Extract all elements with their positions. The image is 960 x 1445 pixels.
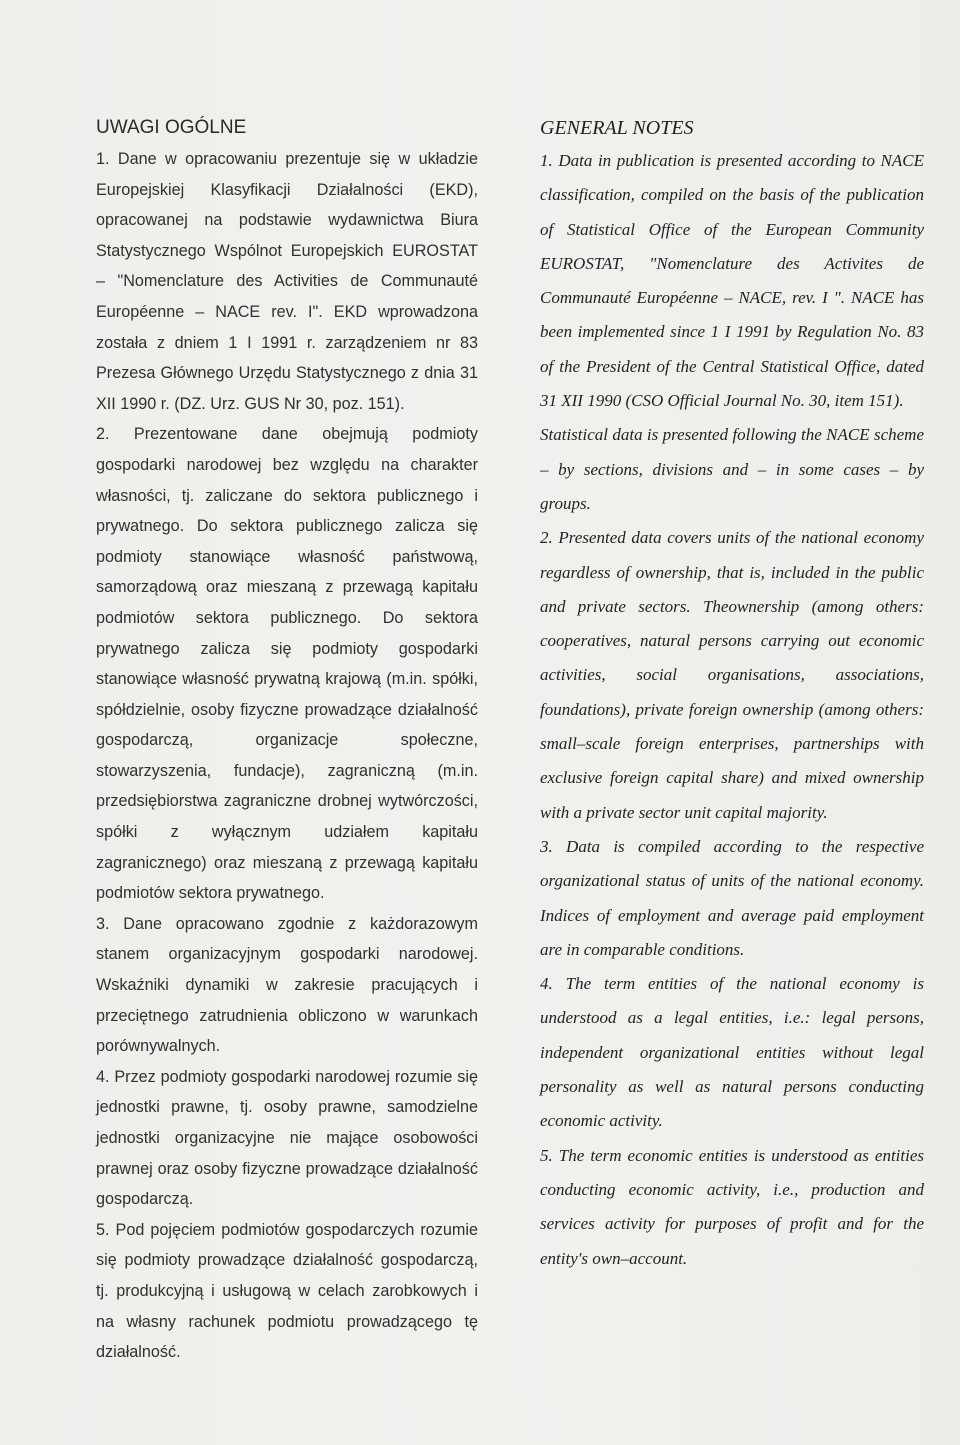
polish-note-2: 2. Prezentowane dane obejmują podmioty gospodarki narodowej bez względu na charakter własności, tj. zaliczane do sektora publicznego i prywatnego. Do sektora publicznego zalicza się podmioty stanowiące własność państwową, samorządową oraz mieszaną z przewagą kapitału podmiotów sektora publicznego. Do sektora prywatnego zalicza się podmioty gospodarki stanowiące własność prywatną krajową (m.in. spółki, spółdzielnie, osoby fizyczne prowadzące działalność gospodarczą, organizacje społeczne, stowarzyszenia, fundacje), zagraniczną (m.in. przedsiębiorstwa zagraniczne drobnej wytwórczości, spółki z wyłącznym udziałem kapitału zagranicznego) oraz mieszaną z przewagą kapitału podmiotów sektora prywatnego. (96, 425, 478, 903)
polish-note-5: 5. Pod pojęciem podmiotów gospodarczych rozumie się podmioty prowadzące działalność gospodarczą, tj. produkcyjną i usługową w celach zarobkowych i na własny rachunek podmiotu prowadzącego tę działalność. (96, 1220, 478, 1362)
english-note-3: 3. Data is compiled according to the respective organizational status of units of the national economy. Indices of employment and average paid employment are in comparable conditions. (540, 836, 924, 959)
polish-note-1: 1. Dane w opracowaniu prezentuje się w układzie Europejskiej Klasyfikacji Działalności (EKD), opracowanej na podstawie wydawnictwa Biura Statystycznego Wspólnot Europejskich EUROSTAT – "Nomenclature des Activities de Communauté Européenne – NACE rev. I". EKD wprowadzona została z dniem 1 I 1991 r. zarządzeniem nr 83 Prezesa Głównego Urzędu Statystycznego z dnia 31 XII 1990 r. (DZ. Urz. GUS Nr 30, poz. 151). (96, 150, 478, 413)
polish-note-4: 4. Przez podmioty gospodarki narodowej rozumie się jednostki prawne, tj. osoby prawne, samodzielne jednostki organizacyjne nie mające osobowości prawnej oraz osoby fizyczne prowadzące działalność gospodarczą. (96, 1067, 478, 1209)
english-note-1b: Statistical data is presented following the NACE scheme – by sections, divisions and – in some cases – by groups. (540, 425, 924, 513)
polish-notes-column (96, 112, 478, 1368)
english-note-2: 2. Presented data covers units of the national economy regardless of ownership, that is, included in the public and private sectors. Theownership (among others: cooperatives, natural persons carrying out economic activities, social organisations, associations, foundations), private foreign ownership (among others: small–scale foreign enterprises, partnerships with exclusive foreign capital share) and mixed ownership with a private sector unit capital majority. (540, 528, 924, 822)
english-heading: GENERAL NOTES (540, 117, 694, 139)
polish-note-3: 3. Dane opracowano zgodnie z każdorazowym stanem organizacyjnym gospodarki narodowej. Wskaźniki dynamiki w zakresie pracujących i przeciętnego zatrudnienia obliczono w warunkach porównywalnych. (96, 914, 478, 1056)
polish-heading: UWAGI OGÓLNE (96, 117, 247, 138)
english-note-5: 5. The term economic entities is understood as entities conducting economic activity, i.e., production and services activity for purposes of profit and for the entity's own–account. (540, 1145, 924, 1268)
english-notes-column (540, 112, 924, 1276)
english-note-4: 4. The term entities of the national economy is understood as a legal entities, i.e.: legal persons, independent organizational entities without legal personality as well as natural persons conducting economic activity. (540, 974, 924, 1131)
english-note-1: 1. Data in publication is presented according to NACE classification, compiled on the basis of the publication of Statistical Office of the European Community EUROSTAT, "Nomenclature des Activites de Communauté Européenne – NACE, rev. I ". NACE has been implemented since 1 I 1991 by Regulation No. 83 of the President of the Central Statistical Office, dated 31 XII 1990 (CSO Official Journal No. 30, item 151). (540, 151, 924, 411)
